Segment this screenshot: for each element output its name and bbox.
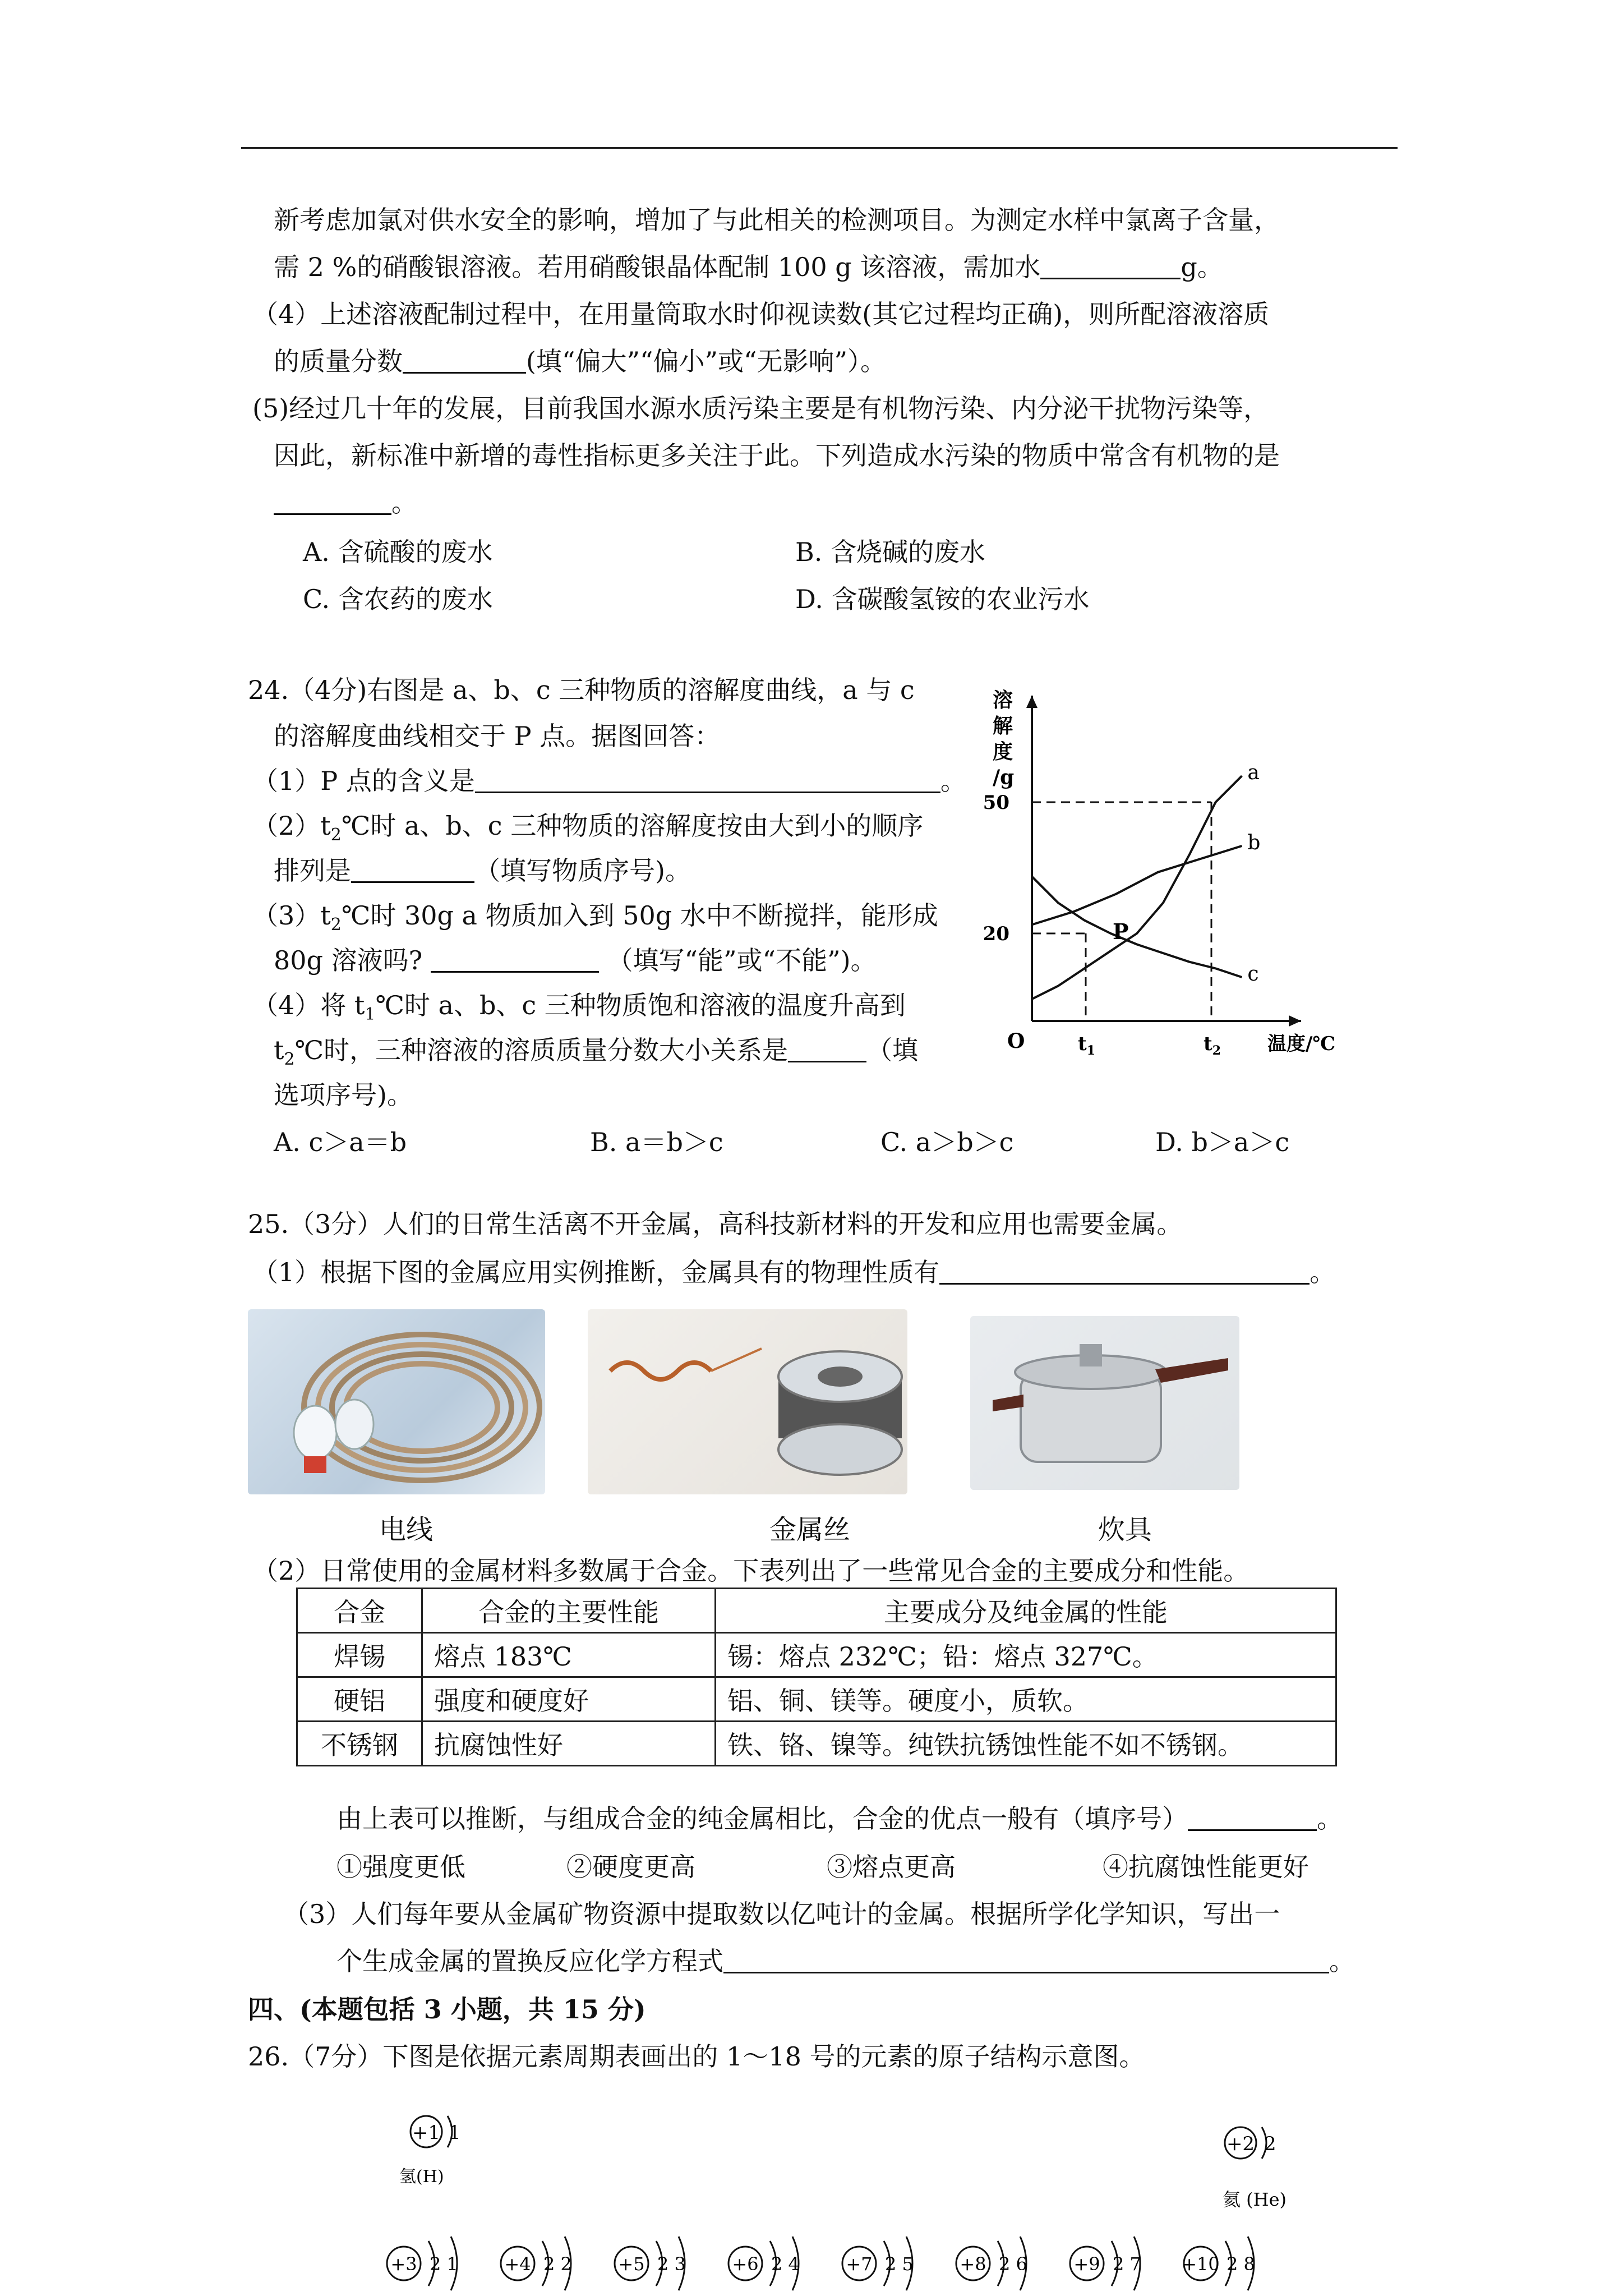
table-cell: 硬铝 — [297, 1677, 422, 1722]
nucleus-label: +8 — [960, 2253, 986, 2275]
atom-5 — [615, 2237, 686, 2290]
q25-part2: （2）日常使用的金属材料多数属于合金。下表列出了一些常见合金的主要成分和性能。 — [252, 1556, 1249, 1586]
shell-label: 2 2 — [543, 2253, 572, 2275]
table-cell: 锡：熔点 232℃；铅：熔点 327℃。 — [716, 1633, 1336, 1677]
answer-blank[interactable] — [723, 1947, 1329, 1973]
answer-blank[interactable] — [403, 347, 526, 374]
series-label-b: b — [1247, 831, 1261, 854]
q23-part4-line2: 的质量分数 (填“偏大”“偏小”或“无影响”）。 — [274, 346, 887, 376]
q24-part4-line2: $t_2℃$时，三种溶液的溶质质量分数大小关系是 （填 — [274, 1035, 919, 1070]
atom-he — [1223, 2127, 1287, 2210]
q23-line2: 需 2 %的硝酸银溶液。若用硝酸银晶体配制 100 g 该溶液，需加水 g。 — [274, 252, 1223, 282]
q25-choice-3[interactable]: ③熔点更高 — [827, 1852, 956, 1882]
element-name-he: 氦 (He) — [1223, 2189, 1287, 2210]
q24-option-b[interactable]: B. a＝b＞c — [590, 1127, 723, 1157]
x-axis-arrow — [1289, 1015, 1301, 1027]
y-axis-label: 度 — [993, 740, 1013, 763]
q25-choice-4[interactable]: ④抗腐蚀性能更好 — [1103, 1852, 1309, 1882]
solubility-chart — [983, 673, 1413, 1088]
curve-a — [1032, 776, 1242, 999]
q23-part5-line2: 因此，新标准中新增的毒性指标更多关注于此。下列造成水污染的物质中常含有机物的是 — [274, 440, 1280, 471]
q24-part2-line1: $(2)t_2℃$时 a、b、c 三种物质的溶解度按由大到小的顺序 — [252, 811, 924, 845]
y-axis-label: 溶 — [993, 688, 1013, 712]
atom-3 — [387, 2237, 458, 2290]
y-axis-arrow — [1026, 696, 1038, 708]
table-row — [297, 1633, 1336, 1677]
origin-label: O — [1007, 1029, 1025, 1053]
q25-part3-line2: 个生成金属的置换反应化学方程式 。 — [336, 1946, 1355, 1976]
table-row — [297, 1677, 1336, 1722]
caption-cookware: 炊具 — [1098, 1514, 1152, 1545]
table-header: 合金的主要性能 — [422, 1589, 716, 1633]
nucleus-label: +9 — [1073, 2253, 1100, 2275]
q24-part3-line1: $(3)t_2℃$时 30g a 物质加入到 50g 水中不断搅拌，能形成 — [252, 900, 938, 935]
shell-label: 2 3 — [657, 2253, 686, 2275]
table-cell: 抗腐蚀性好 — [422, 1722, 716, 1766]
y-tick-label: 50 — [983, 792, 1009, 814]
x-tick-label: $t_1$ — [1078, 1033, 1096, 1058]
shell-label: 2 7 — [1113, 2253, 1141, 2275]
q24-part3-line2: 80g 溶液吗? （填写“能”或“不能”)。 — [274, 945, 877, 976]
atom-h — [399, 2116, 461, 2187]
atom-row-period-2 — [387, 2237, 1255, 2290]
atom-10 — [1182, 2237, 1255, 2290]
q25-choice-2[interactable]: ②硬度更高 — [566, 1852, 695, 1882]
answer-blank[interactable] — [274, 489, 391, 515]
q25-part3-line1: （3）人们每年要从金属矿物资源中提取数以亿吨计的金属。根据所学化学知识，写出一 — [283, 1899, 1280, 1929]
q23-part5-line3: 。 — [274, 486, 417, 519]
intersection-label-p: P — [1113, 919, 1129, 944]
nucleus-label: +5 — [618, 2253, 645, 2275]
y-axis-label: 解 — [993, 714, 1013, 738]
q24-stem-line1: 24.（4分)右图是 a、b、c 三种物质的溶解度曲线，a 与 c — [248, 675, 915, 705]
table-cell: 熔点 183℃ — [422, 1633, 716, 1677]
header-rule — [241, 147, 1398, 149]
table-row — [297, 1722, 1336, 1766]
atom-7 — [842, 2237, 914, 2290]
q24-part4-line3: 选项序号)。 — [274, 1080, 413, 1110]
shell-label: 1 — [449, 2122, 461, 2144]
y-tick-label: 20 — [983, 923, 1009, 945]
atom-6 — [728, 2237, 800, 2290]
x-tick-label: $t_2$ — [1204, 1033, 1221, 1058]
caption-wire: 电线 — [379, 1514, 434, 1545]
answer-blank[interactable] — [939, 1258, 1310, 1285]
q25-part1: （1）根据下图的金属应用实例推断，金属具有的物理性质有 。 — [252, 1257, 1336, 1287]
atom-8 — [956, 2237, 1027, 2290]
nucleus-label: +2 — [1226, 2133, 1255, 2155]
q23-option-c[interactable]: C. 含农药的废水 — [303, 584, 493, 614]
y-axis-label: /g — [993, 766, 1015, 789]
q24-option-d[interactable]: D. b＞a＞c — [1155, 1127, 1290, 1157]
q25-choice-1[interactable]: ①强度更低 — [336, 1852, 465, 1882]
series-label-a: a — [1247, 761, 1260, 785]
q23-option-d[interactable]: D. 含碳酸氢铵的农业污水 — [795, 584, 1090, 614]
curve-c — [1032, 877, 1242, 977]
table-cell: 铝、铜、镁等。硬度小，质软。 — [716, 1677, 1336, 1722]
x-axis-label: 温度/℃ — [1267, 1033, 1336, 1055]
metal-wire-photo — [588, 1309, 907, 1494]
caption-metal-wire: 金属丝 — [769, 1514, 851, 1545]
shell-label: 2 — [1264, 2133, 1276, 2155]
q23-part4-line1: （4）上述溶液配制过程中，在用量筒取水时仰视读数(其它过程均正确)，则所配溶液溶质 — [252, 299, 1270, 329]
answer-blank[interactable] — [1040, 253, 1181, 279]
nucleus-label: +10 — [1182, 2253, 1220, 2275]
q25-stem: 25.（3分）人们的日常生活离不开金属，高科技新材料的开发和应用也需要金属。 — [248, 1209, 1183, 1239]
wire-photo — [248, 1309, 545, 1494]
q25-inference: 由上表可以推断，与组成合金的纯金属相比，合金的优点一般有（填序号） 。 — [336, 1803, 1343, 1834]
q23-part5-line1: (5)经过几十年的发展，目前我国水源水质污染主要是有机物污染、内分泌干扰物污染等， — [252, 393, 1270, 424]
nucleus-label: +6 — [732, 2253, 759, 2275]
nucleus-label: +4 — [504, 2253, 531, 2275]
atomic-structure-diagram — [387, 2087, 1307, 2296]
nucleus-label: +3 — [390, 2253, 417, 2275]
chart-labels — [983, 688, 1336, 1058]
answer-blank[interactable] — [475, 767, 940, 793]
chart-curves — [1032, 776, 1242, 999]
answer-blank[interactable] — [431, 946, 599, 973]
shell-label: 2 1 — [430, 2253, 458, 2275]
table-header-row — [297, 1589, 1336, 1633]
q24-option-c[interactable]: C. a＞b＞c — [880, 1127, 1014, 1157]
q24-option-a[interactable]: A. c＞a＝b — [274, 1127, 407, 1157]
alloy-table — [296, 1588, 1337, 1766]
shell-label: 2 4 — [771, 2253, 800, 2275]
shell-label: 2 8 — [1227, 2253, 1255, 2275]
q23-option-b[interactable]: B. 含烧碱的废水 — [795, 537, 986, 567]
answer-blank[interactable] — [788, 1036, 866, 1062]
q24-part4-line1: （4）将 $t_1℃$时 a、b、c 三种物质饱和溶液的温度升高到 — [252, 990, 906, 1025]
table-header: 主要成分及纯金属的性能 — [716, 1589, 1336, 1633]
q26-stem: 26.（7分）下图是依据元素周期表画出的 1～18 号的元素的原子结构示意图。 — [248, 2041, 1145, 2072]
table-header: 合金 — [297, 1589, 422, 1633]
q24-part1: （1）P 点的含义是 。 — [252, 766, 966, 796]
q24-stem-line2: 的溶解度曲线相交于 P 点。据图回答： — [274, 721, 721, 751]
nucleus-label: +7 — [846, 2253, 873, 2275]
table-cell: 不锈钢 — [297, 1722, 422, 1766]
atom-4 — [501, 2237, 572, 2290]
answer-blank[interactable] — [1188, 1805, 1317, 1831]
shell-label: 2 6 — [999, 2253, 1027, 2275]
table-cell: 焊锡 — [297, 1633, 422, 1677]
chart-guide-lines — [1032, 802, 1211, 1021]
table-cell: 铁、铬、镍等。纯铁抗锈蚀性能不如不锈钢。 — [716, 1722, 1336, 1766]
shell-label: 2 5 — [885, 2253, 914, 2275]
q23-line1: 新考虑加氯对供水安全的影响，增加了与此相关的检测项目。为测定水样中氯离子含量， — [274, 205, 1280, 235]
q24-part2-line2: 排列是 （填写物质序号)。 — [274, 855, 691, 886]
chart-axes — [1026, 696, 1301, 1027]
answer-blank[interactable] — [351, 857, 474, 883]
cookware-photo — [970, 1316, 1239, 1490]
series-label-c: c — [1247, 963, 1259, 986]
element-name-h: 氢(H) — [399, 2167, 444, 2187]
atom-9 — [1070, 2237, 1141, 2290]
nucleus-label: +1 — [412, 2122, 441, 2144]
curve-b — [1032, 846, 1242, 924]
q23-option-a[interactable]: A. 含硫酸的废水 — [303, 537, 493, 567]
table-cell: 强度和硬度好 — [422, 1677, 716, 1722]
section-heading: 四、(本题包括 3 小题，共 15 分) — [248, 1994, 646, 2024]
